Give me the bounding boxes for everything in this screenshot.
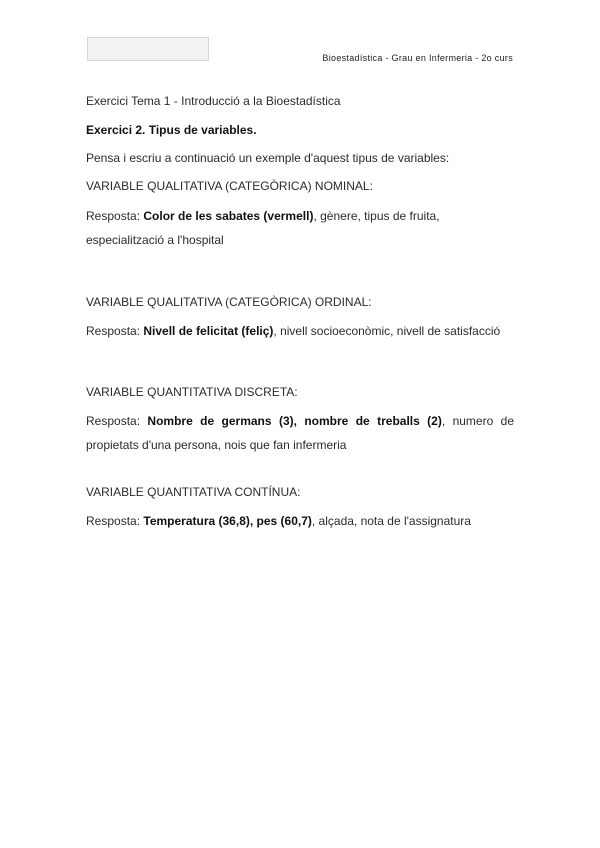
answer (86, 319, 514, 343)
exercise-heading: Exercici 2. Tipus de variables. (86, 123, 257, 137)
section-heading: VARIABLE QUANTITATIVA DISCRETA: (86, 385, 298, 399)
answer-bold: Temperatura (36,8), pes (60,7) (143, 514, 312, 528)
answer-rest: , nivell socioeconòmic, nivell de satisfacció (273, 324, 501, 338)
document-title: Exercici Tema 1 - Introducció a la Bioestadística (86, 94, 341, 108)
running-header: Bioestadística - Grau en Infermeria - 2o curs (322, 53, 513, 63)
answer-rest: , gènere, tipus de fruita, especialització a l'hospital (86, 209, 440, 247)
answer-prefix: Resposta: (86, 209, 144, 223)
answer-prefix: Resposta: (86, 324, 144, 338)
answer (86, 509, 514, 533)
answer (86, 409, 514, 457)
answer-bold: Nombre de germans (3), nombre de treballs (2) (147, 414, 442, 428)
answer-prefix: Resposta: (86, 414, 148, 428)
answer-prefix: Resposta: (86, 514, 144, 528)
section-heading: VARIABLE QUALITATIVA (CATEGÒRICA) NOMINAL: (86, 179, 373, 193)
answer-bold: Nivell de felicitat (feliç) (143, 324, 274, 338)
answer-rest: , numero de propietats d'una persona, nois que fan infermeria (86, 414, 514, 452)
answer-bold: Color de les sabates (vermell) (143, 209, 314, 223)
instruction: Pensa i escriu a continuació un exemple d'aquest tipus de variables: (86, 151, 450, 165)
answer-rest: , alçada, nota de l'assignatura (311, 514, 471, 528)
logo-placeholder (87, 37, 209, 61)
section-heading: VARIABLE QUANTITATIVA CONTÍNUA: (86, 485, 301, 499)
section-heading: VARIABLE QUALITATIVA (CATEGÒRICA) ORDINAL: (86, 295, 372, 309)
answer (86, 204, 514, 252)
